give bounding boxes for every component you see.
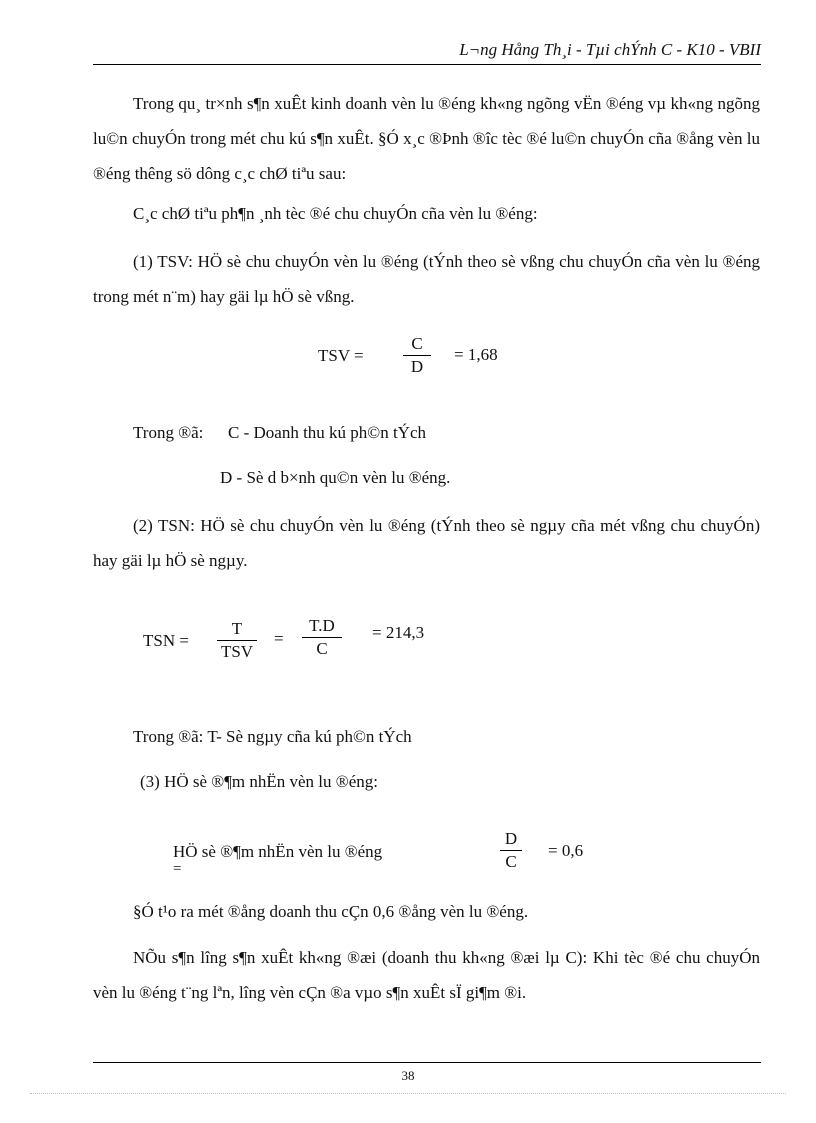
formula-tsn-denominator-1: TSV [220,642,254,661]
paragraph-conclusion: NÕu s¶n lîng s¶n xuÊt kh«ng ®æi (doanh thu kh«ng ®æi lµ C): Khi tèc ®é chu chuyÓn vèn lu ®éng t¨ng lªn, lîng vèn cÇn ®a vµo s¶n xuÊt sÏ gi¶m ®i. [93,948,760,1002]
formula-capacity-denominator: C [505,852,517,871]
footer-rule [93,1062,761,1063]
formula-tsv-denominator: D [410,357,424,376]
formula-tsn-fraction-2 [302,616,342,659]
definition-d: D - Sè d b×nh qu©n vèn lu ®éng. [220,468,451,487]
formula-tsv-lhs: TSV = [318,346,364,365]
formula-capacity-fraction [500,829,522,872]
formula-tsn-fraction-1 [217,619,257,662]
paragraph-indicators-heading: C¸c chØ tiªu ph¶n ¸nh tèc ®é chu chuyÓn cña vèn lu ®éng: [133,204,538,223]
formula-tsv-fraction [403,334,431,377]
formula-tsv-numerator: C [403,334,431,356]
item-3-heading: (3) HÖ sè ®¶m nhËn vèn lu ®éng: [140,772,378,791]
page-header: L¬ng Hång Th¸i - Tµi chÝnh C - K10 - VBII [93,40,761,65]
formula-tsn-lhs: TSN = [143,631,189,650]
formula-capacity-result: = 0,6 [548,841,584,860]
where-label-2: Trong ®ã: T- Sè ngµy cña kú ph©n tÝch [133,727,412,746]
formula-tsn-numerator-1: T [217,619,257,641]
page-edge-dotted-line [30,1093,786,1094]
paragraph-intro: Trong qu¸ tr×nh s¶n xuÊt kinh doanh vèn lu ®éng kh«ng ngõng vËn ®éng vµ kh«ng ngõng lu©n chuyÓn trong mét chu kú s¶n xuÊt. §Ó x¸c ®Þnh ®îc tèc ®é lu©n chuyÓn cña ®ång vèn lu ®éng thêng sö dông c¸c chØ tiªu sau: [93,94,760,183]
paragraph-tsv-definition: (1) TSV: HÖ sè chu chuyÓn vèn lu ®éng (tÝnh theo sè vßng chu chuyÓn cña vèn lu ®éng trong mét n¨m) hay gäi lµ hÖ sè vßng. [93,252,760,306]
formula-tsv-result: = 1,68 [454,345,498,364]
formula-capacity-numerator: D [500,829,522,851]
formula-tsn-denominator-2: C [316,639,328,658]
page-number: 38 [401,1068,415,1083]
formula-capacity-lhs: HÖ sè ®¶m nhËn vèn lu ®éng [173,842,383,861]
where-label-1: Trong ®ã: [133,423,204,442]
formula-tsn-result: = 214,3 [372,623,425,642]
formula-capacity-equals: = [173,861,182,877]
paragraph-capacity-meaning: §Ó t¹o ra mét ®ång doanh thu cÇn 0,6 ®ång vèn lu ®éng. [133,902,529,921]
formula-tsn-equals: = [274,629,284,648]
formula-tsn-numerator-2: T.D [302,616,342,638]
paragraph-tsn-definition: (2) TSN: HÖ sè chu chuyÓn vèn lu ®éng (tÝnh theo sè ngµy cña mét vßng chu chuyÓn) hay gäi lµ hÖ sè ngµy. [93,516,760,570]
definition-c: C - Doanh thu kú ph©n tÝch [228,423,427,442]
